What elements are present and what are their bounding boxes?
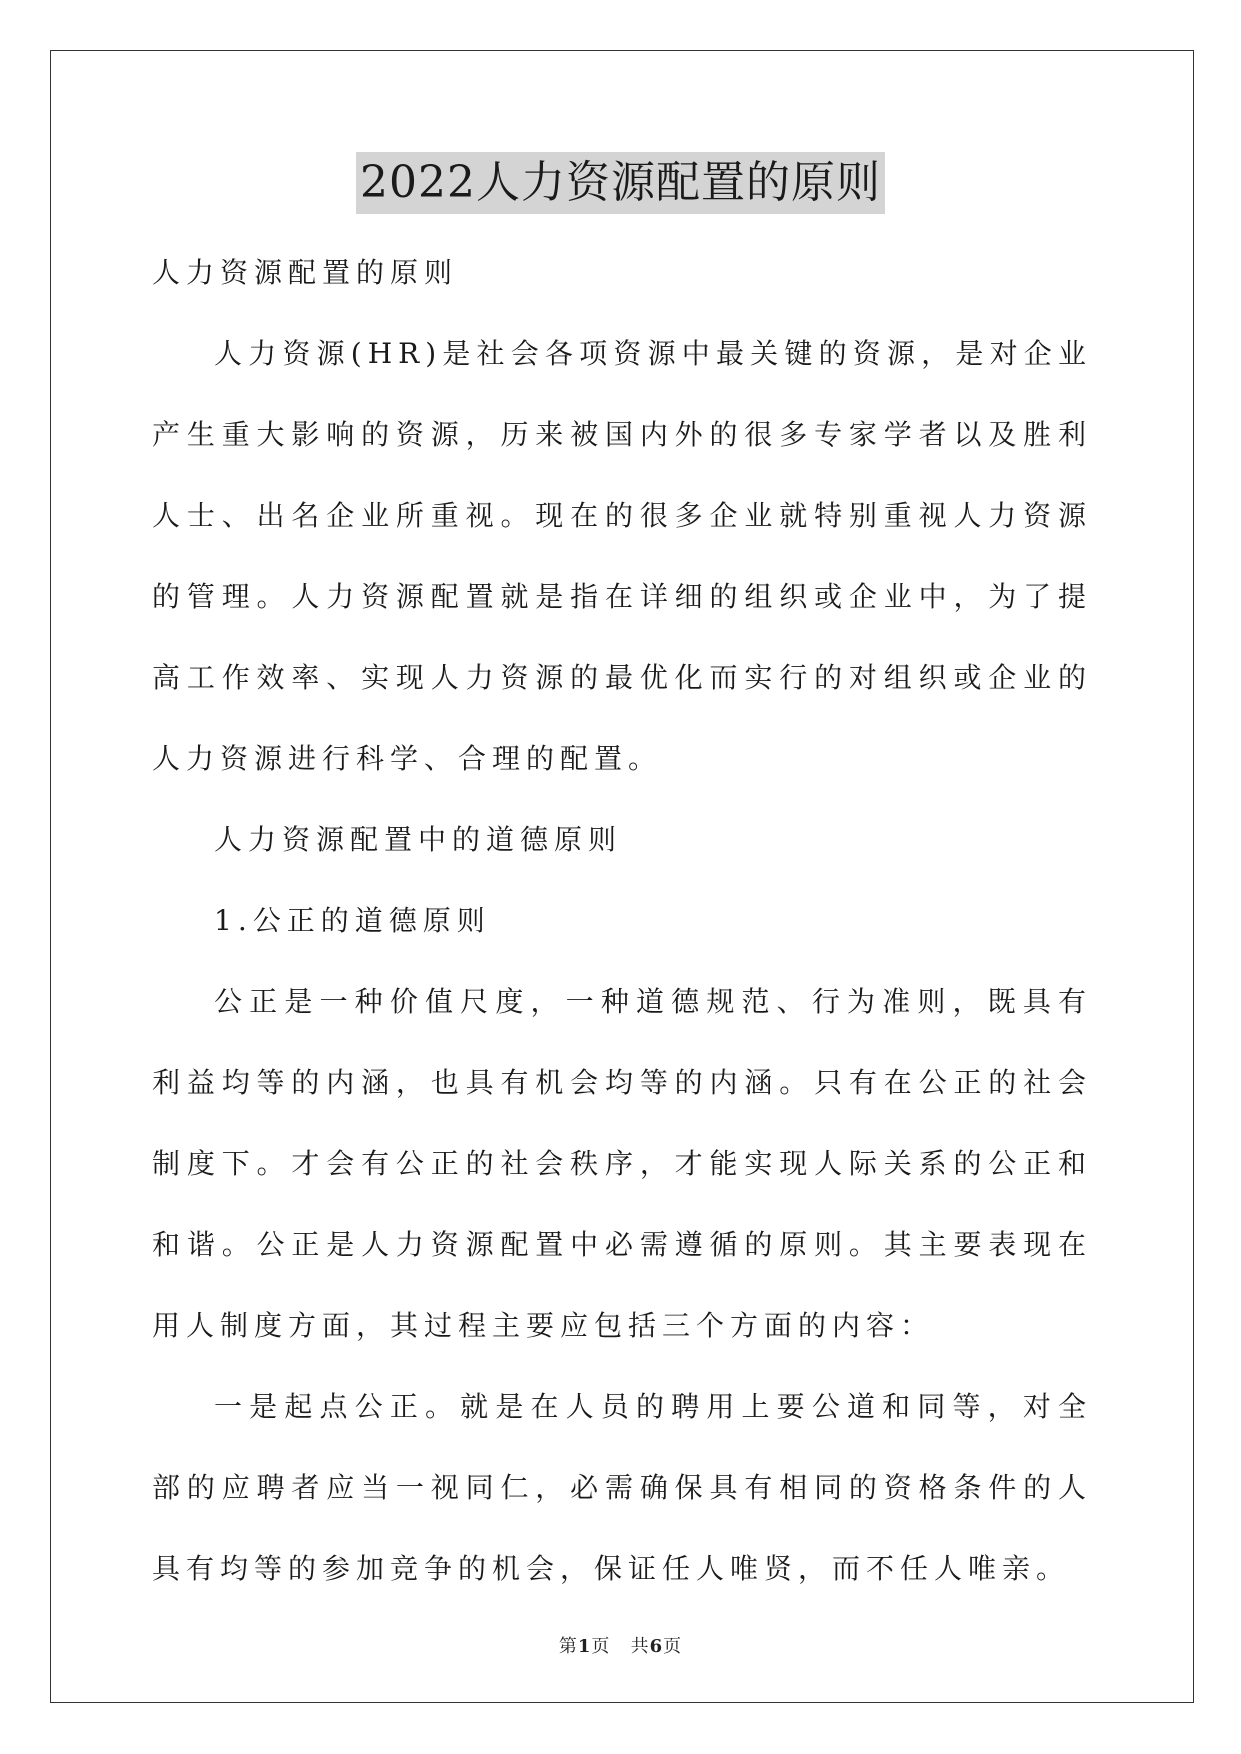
paragraph-heading: 人力资源配置的原则	[152, 256, 459, 289]
footer-prefix: 第	[558, 1636, 578, 1657]
page-footer	[0, 1632, 1241, 1658]
current-page-number: 1	[577, 1636, 592, 1657]
total-pages-number: 6	[649, 1636, 664, 1657]
subsection-heading: 1.公正的道德原则	[214, 904, 491, 937]
paragraph: 公正是一种价值尺度，一种道德规范、行为准则，既具有利益均等的内涵，也具有机会均等的内涵。只有在公正的社会制度下。才会有公正的社会秩序，才能实现人际关系的公正和和谐。公正是人力资源配置中必需遵循的原则。其主要表现在用人制度方面，其过程主要应包括三个方面的内容：	[152, 985, 1092, 1342]
footer-suffix: 页	[663, 1636, 683, 1657]
section-heading: 人力资源配置中的道德原则	[214, 823, 623, 856]
document-title: 2022人力资源配置的原则	[356, 152, 885, 214]
paragraph: 人力资源(HR)是社会各项资源中最关键的资源，是对企业产生重大影响的资源，历来被国内外的很多专家学者以及胜利人士、出名企业所重视。现在的很多企业就特别重视人力资源的管理。人力资源配置就是指在详细的组织或企业中，为了提高工作效率、实现人力资源的最优化而实行的对组织或企业的人力资源进行科学、合理的配置。	[152, 337, 1092, 775]
paragraph: 一是起点公正。就是在人员的聘用上要公道和同等，对全部的应聘者应当一视同仁，必需确保具有相同的资格条件的人具有均等的参加竞争的机会，保证任人唯贤，而不任人唯亲。	[152, 1390, 1092, 1585]
title-wrap	[0, 152, 1241, 214]
document-body	[152, 232, 1092, 1609]
footer-middle: 页 共	[591, 1636, 650, 1657]
